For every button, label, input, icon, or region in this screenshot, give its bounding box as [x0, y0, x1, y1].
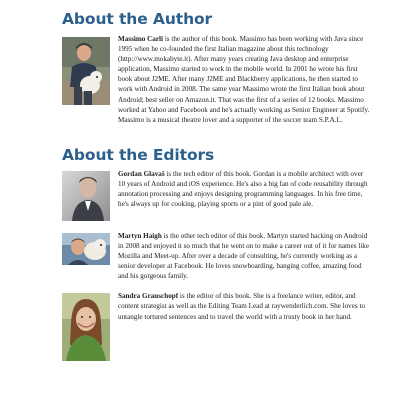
editor-name-martyn: Martyn Haigh: [118, 231, 162, 240]
editor-bio-martyn: [62, 231, 372, 281]
editor-bio-text-martyn: [110, 231, 372, 281]
editor-bio-sandra: [62, 291, 372, 361]
author-name: Massimo Carli: [118, 35, 164, 43]
author-bio: [62, 34, 372, 125]
editor-photo-sandra-image: [62, 293, 110, 361]
editor-photo-sandra: [62, 293, 110, 361]
about-author-heading: About the Author: [62, 10, 213, 28]
author-photo: [62, 37, 110, 105]
editor-description-sandra: is the editor of this book. She is a freelance writer, editor, and content strategist as well as the Editing Team Lead at raywenderlich.com. She loves to untangle tortured sentences and to travel the world with a trusty book in her hand.: [118, 292, 366, 321]
author-description: is the author of this book. Massimo has been working with Java since 1995 when he co-founded the first Italian magazine about this technology (http://www.mokabyte.it). After many years creating Java desktop and enterprise application, Massimo started to work in the mobile world. In 2001 he wrote his first book about J2ME. After many J2ME and Blackberry applications, he then started to work with Android in 2008. The same year Massimo wrote the first Italian book about Android; best seller on Amazon.it. That was the first of a series of 12 books. Massimo worked at Yahoo and Facebook and he's actually working as Senior Engineer at Spotify. Massimo is a musical theatre lover and a supporter of the soccer team S.P.A.L.: [118, 35, 370, 124]
editor-photo-martyn-image: [62, 233, 110, 265]
page-content: [62, 10, 372, 371]
author-photo-image: [62, 37, 110, 105]
editor-name-gordan: Gordan Glavaš: [118, 169, 165, 178]
editor-name-sandra: Sandra Grauschopf: [118, 292, 179, 301]
editor-photo-gordan-image: [62, 171, 110, 221]
editor-description-martyn: is the other tech editor of this book. Martyn started hacking on Android in 2008 and enjoyed it so much that he went on to make a career out of it for names like Mozilla and Meet-up. After over a decade of consulting, he's currently working as a senior developer at Facebook. He loves snowboarding, banging coffee, amazing food and his gorgeous family.: [118, 231, 370, 281]
about-editors-heading: About the Editors: [62, 145, 215, 164]
editor-bio-gordan: [62, 169, 372, 221]
editor-bio-text-gordan: [110, 169, 372, 209]
editor-bio-text-sandra: [110, 291, 372, 321]
author-bio-text: [110, 34, 372, 125]
editor-photo-martyn: [62, 233, 110, 265]
editor-photo-gordan: [62, 171, 110, 221]
editor-description-gordan: is the tech editor of this book. Gordan is a mobile architect with over 10 years of Android and iOS experience. He's also a big fan of code reusability through annotation processing and enjoys designing programming languages. In his free time, he's always up for cooking, playing sports or a pint of good pale ale.: [118, 169, 368, 209]
